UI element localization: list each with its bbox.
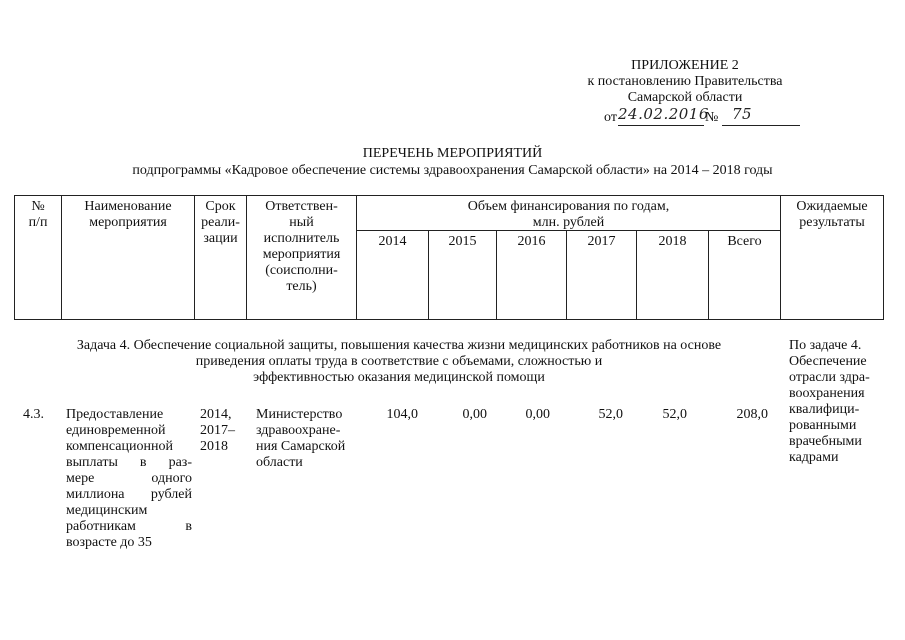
number-label: №: [705, 110, 719, 125]
header-total: Всего: [727, 234, 762, 249]
value-2014: 104,0: [386, 407, 418, 422]
task-line-1: Задача 4. Обеспечение социальной защиты, повышения качества жизни медицинских работников на основе: [76, 338, 722, 353]
date-underline: [618, 125, 704, 126]
header-year-2018: 2018: [658, 234, 687, 249]
appendix-line2: Самарской области: [627, 90, 743, 105]
header-executor: Ответствен- ный исполнитель мероприятия (соисполни- тель): [262, 199, 341, 294]
value-2016: 0,00: [525, 407, 550, 422]
appendix-date-line: [604, 105, 804, 128]
value-2015: 0,00: [462, 407, 487, 422]
header-financing: Объем финансирования по годам, млн. рублей: [467, 199, 670, 230]
appendix-title: ПРИЛОЖЕНИЕ 2: [631, 58, 739, 73]
value-total: 208,0: [736, 407, 768, 422]
task-line-2: приведения оплаты труда в соответствие с объемами, сложностью и: [195, 354, 603, 369]
expected-results: По задаче 4. Обеспечение отрасли здра- воохранения квалифици- рованными врачебными кадрами: [789, 338, 870, 465]
header-year-2016: 2016: [517, 234, 546, 249]
handwritten-date: 24.02.2016: [618, 105, 709, 123]
value-2018: 52,0: [662, 407, 687, 422]
task-line-3: эффективностью оказания медицинской помощи: [253, 370, 545, 385]
row-executor: Министерство здравоохране- ния Самарской области: [256, 407, 346, 470]
header-year-2017: 2017: [587, 234, 616, 249]
header-name: Наименование мероприятия: [84, 199, 172, 230]
row-term: 2014, 2017– 2018: [200, 407, 235, 454]
from-label: от: [604, 110, 617, 125]
header-term: Срок реали- зации: [201, 199, 240, 246]
header-year-2015: 2015: [448, 234, 477, 249]
task-heading: [20, 338, 778, 386]
value-2017: 52,0: [598, 407, 623, 422]
appendix-line1: к постановлению Правительства: [587, 74, 783, 89]
header-results: Ожидаемые результаты: [796, 199, 868, 230]
header-year-2014: 2014: [378, 234, 407, 249]
handwritten-number: 75: [732, 105, 753, 123]
page-subtitle: подпрограммы «Кадровое обеспечение системы здравоохранения Самарской области» на 2014 – 2018 годы: [132, 163, 773, 178]
number-underline: [722, 125, 800, 126]
page-title: ПЕРЕЧЕНЬ МЕРОПРИЯТИЙ: [362, 146, 543, 161]
row-num: 4.3.: [23, 407, 44, 422]
row-name: Предоставление единовременной компенсационной выплаты в раз- мере одного миллиона рублей медицинским работникам в возрасте до 35: [66, 407, 192, 550]
header-num: № п/п: [28, 199, 48, 230]
